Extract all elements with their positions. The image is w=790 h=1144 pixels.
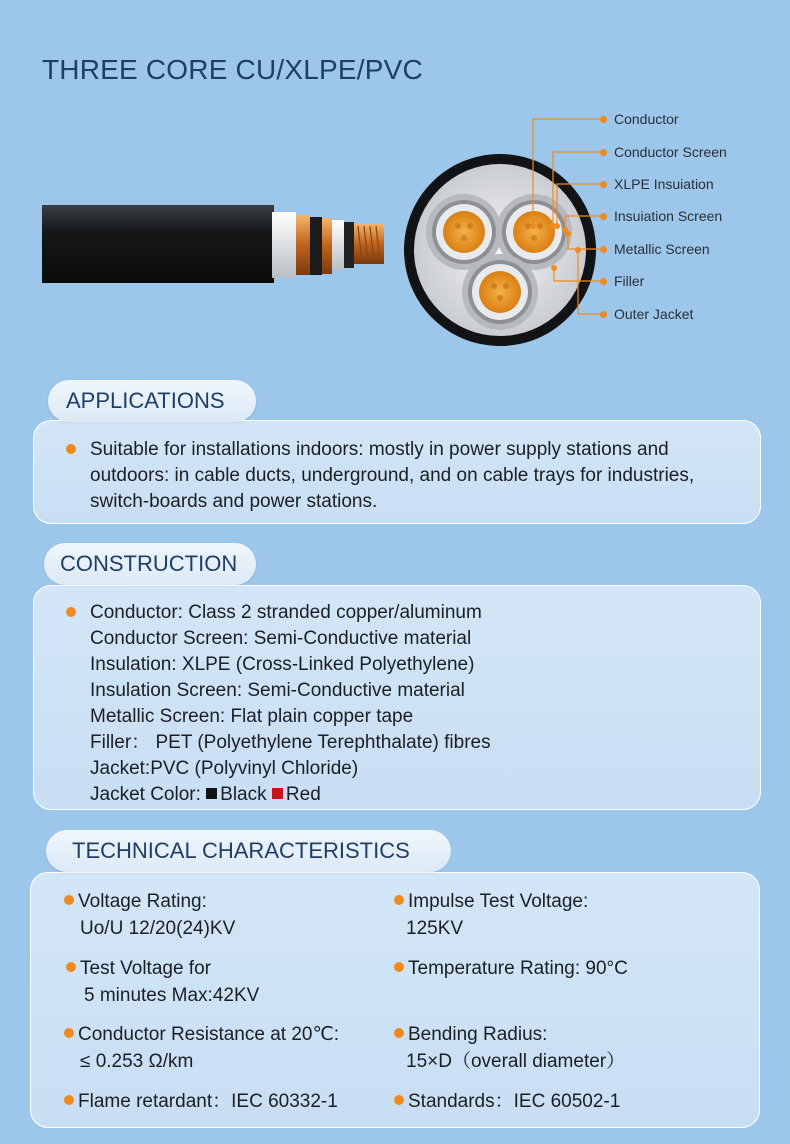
black-swatch-icon [206, 788, 217, 799]
construction-line-insulation-screen: Insulation Screen: Semi-Conductive material [90, 680, 465, 701]
tech-standards [394, 1088, 620, 1115]
page-title: THREE CORE CU/XLPE/PVC [42, 54, 423, 85]
jacket-color-label: Jacket Color: [90, 784, 201, 805]
construction-line-insulation: Insulation: XLPE (Cross-Linked Polyethylene) [90, 654, 475, 675]
construction-line-metallic-screen: Metallic Screen: Flat plain copper tape [90, 706, 414, 727]
callout-bullet [600, 213, 607, 220]
callout-insulation-screen: Insuiation Screen [614, 208, 723, 224]
tech-test-voltage-value: 5 minutes Max:42KV [84, 985, 260, 1006]
bullet-icon [394, 895, 404, 905]
callout-conductor: Conductor [614, 111, 679, 127]
tech-voltage-rating [64, 888, 235, 942]
construction-list [90, 600, 491, 808]
tech-resistance-value: ≤ 0.253 Ω/km [80, 1051, 194, 1072]
callout-bullet [600, 246, 607, 253]
tech-standards-label: Standards：IEC 60502-1 [408, 1091, 621, 1112]
applications-panel [33, 420, 761, 524]
tech-bending-label: Bending Radius: [408, 1024, 548, 1045]
bullet-icon [394, 1028, 404, 1038]
bullet-icon [66, 444, 76, 454]
red-swatch-icon [272, 788, 283, 799]
tech-impulse-test-value: 125KV [406, 918, 464, 939]
construction-heading: CONSTRUCTION [44, 543, 256, 585]
bullet-icon [64, 1095, 74, 1105]
tech-bending-value: 15×D（overall diameter） [406, 1051, 626, 1072]
callout-bullet [600, 149, 607, 156]
tech-impulse-test-label: Impulse Test Voltage: [408, 891, 589, 912]
tech-flame [64, 1088, 338, 1115]
callout-filler: Filler [614, 273, 645, 289]
tech-temperature-label: Temperature Rating: 90°C [408, 958, 628, 979]
callout-bullet [600, 278, 607, 285]
callout-bullet [600, 116, 607, 123]
tech-temperature [394, 955, 628, 982]
tech-resistance [64, 1021, 339, 1075]
callout-xlpe-insulation: XLPE Insuiation [614, 176, 714, 192]
construction-line-conductor-screen: Conductor Screen: Semi-Conductive material [90, 628, 472, 649]
jacket-color-red: Red [285, 784, 321, 805]
bullet-icon [66, 962, 76, 972]
tech-voltage-rating-value: Uo/U 12/20(24)KV [80, 918, 236, 939]
tech-impulse-test [394, 888, 588, 942]
applications-text: Suitable for installations indoors: mostly in power supply stations and outdoors: in cable ducts, underground, and on cable trays for industries, switch-boards and power stations. [90, 439, 695, 512]
callout-bullet [600, 181, 607, 188]
applications-heading: APPLICATIONS [48, 380, 256, 422]
jacket-color-black: Black [220, 784, 267, 805]
bullet-icon [64, 1028, 74, 1038]
construction-line-jacket: Jacket:PVC (Polyvinyl Chloride) [90, 758, 359, 779]
callout-metallic-screen: Metallic Screen [614, 241, 710, 257]
construction-line-filler: Filler： PET (Polyethylene Terephthalate) fibres [90, 732, 491, 753]
tech-flame-label: Flame retardant：IEC 60332-1 [78, 1091, 338, 1112]
tech-voltage-rating-label: Voltage Rating: [78, 891, 207, 912]
construction-panel [33, 585, 761, 810]
callout-conductor-screen: Conductor Screen [614, 144, 727, 160]
tech-resistance-label: Conductor Resistance at 20℃: [78, 1024, 340, 1045]
callout-outer-jacket: Outer Jacket [614, 306, 694, 322]
construction-line-jacket-color [90, 782, 491, 808]
construction-line-conductor: Conductor: Class 2 stranded copper/aluminum [90, 602, 482, 623]
tech-test-voltage [66, 955, 259, 1009]
callout-bullet [600, 311, 607, 318]
bullet-icon [394, 1095, 404, 1105]
tech-bending [394, 1021, 625, 1075]
bullet-icon [394, 962, 404, 972]
bullet-icon [64, 895, 74, 905]
technical-heading: TECHNICAL CHARACTERISTICS [46, 830, 451, 872]
bullet-icon [66, 607, 76, 617]
tech-test-voltage-label: Test Voltage for [80, 958, 211, 979]
